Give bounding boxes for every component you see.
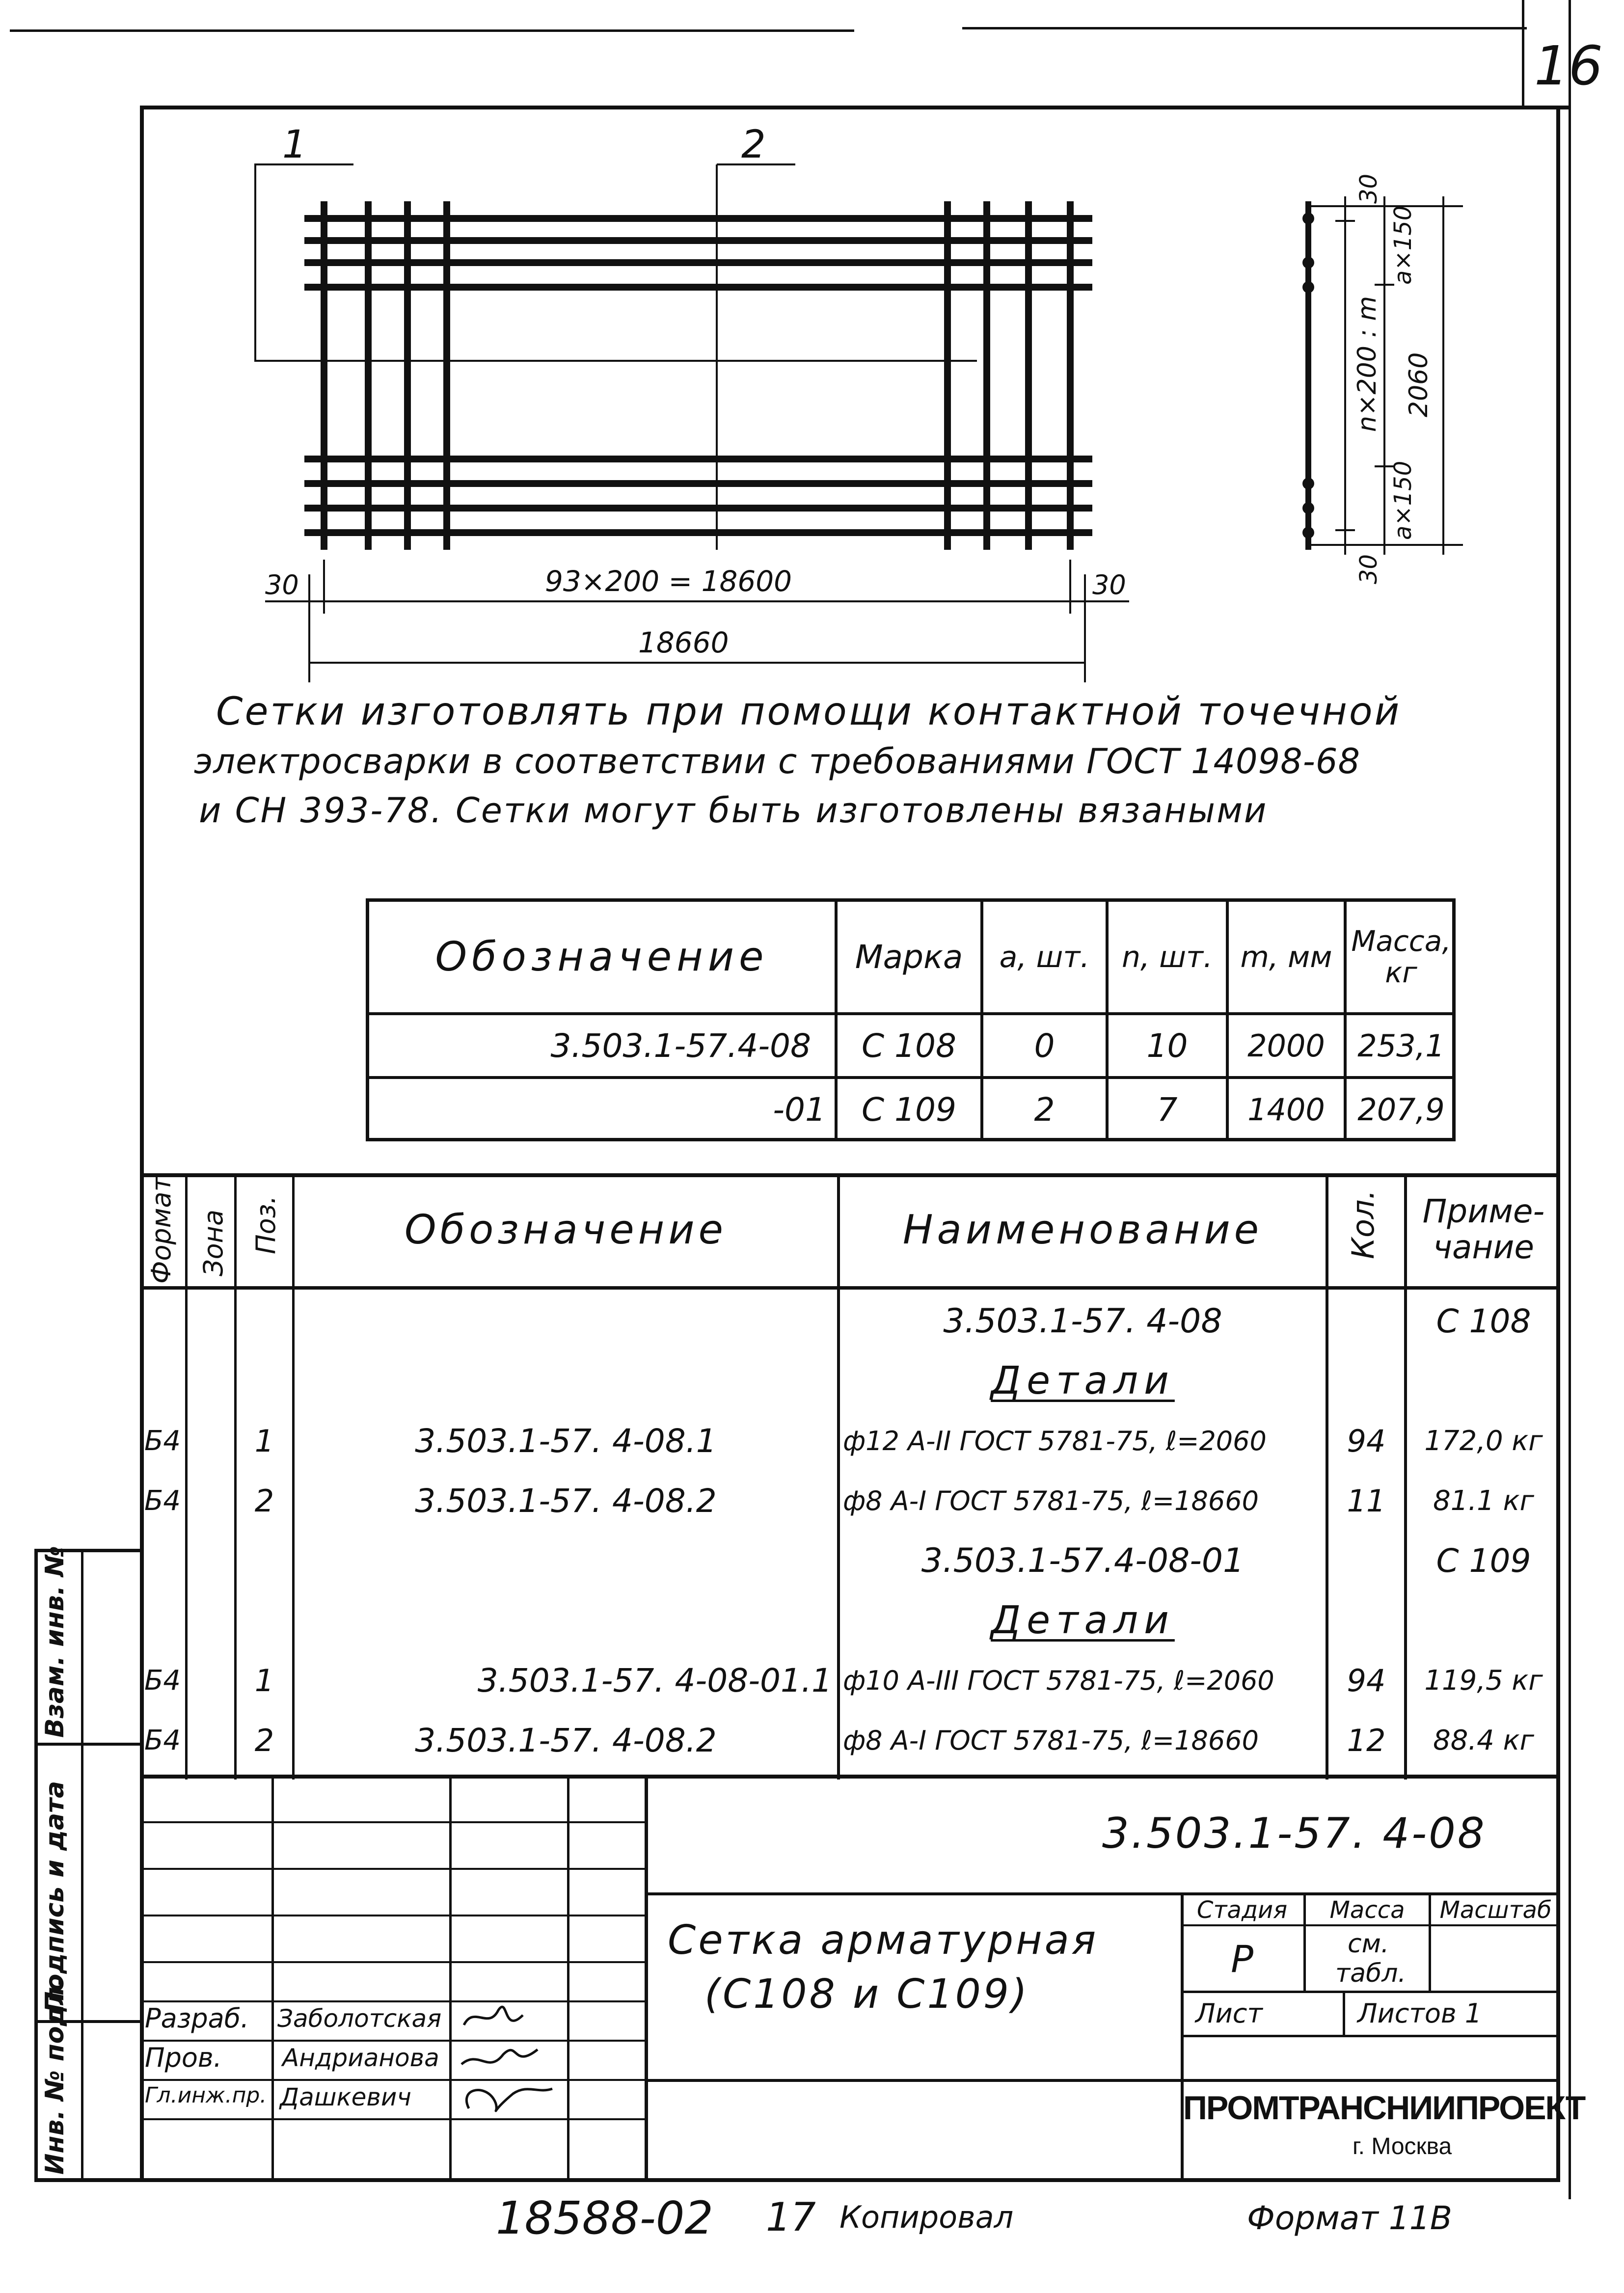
param-r2-mark: С 109 [861, 1090, 957, 1129]
dim-span: 93×200 = 18600 [545, 565, 792, 598]
param-r1-designation: 3.503.1-57.4-08 [550, 1026, 811, 1065]
side-stamp-replace-inv: Взам. инв. № [40, 1546, 70, 1738]
param-r2-n: 7 [1157, 1090, 1178, 1129]
spec-r7-note: 88.4 кг [1433, 1724, 1534, 1756]
tb-code: 3.503.1-57. 4-08 [1102, 1809, 1487, 1858]
tb-title-1: Сетка арматурная [668, 1917, 1099, 1964]
spec-header-pos: Поз. [250, 1195, 281, 1254]
dim-right-end: 30 [1092, 569, 1126, 600]
spec-r3-name: ф8 А-I ГОСТ 5781-75, ℓ=18660 [843, 1485, 1259, 1516]
spec-r3-designation: 3.503.1-57. 4-08.2 [415, 1482, 717, 1520]
spec-r3-note: 81.1 кг [1433, 1484, 1534, 1517]
tb-sheet-label: Лист [1195, 1998, 1263, 2029]
param-header-a: a, шт. [999, 940, 1090, 974]
param-header-designation: Обозначение [435, 934, 769, 980]
note-line-3: и СН 393-78. Сетки могут быть изготовлены вязаными [199, 790, 1268, 831]
tb-staff-name-2: Андрианова [282, 2044, 439, 2072]
spec-r0-note: С 108 [1436, 1302, 1531, 1340]
tb-staff-name-1: Заболотская [277, 2004, 442, 2033]
footer-copied: Копировал [839, 2199, 1014, 2235]
side-stamp-sign-date: Подпись и дата [40, 1780, 70, 2013]
spec-r6-pos: 1 [254, 1662, 274, 1699]
sheet-number: 16 [1534, 34, 1603, 97]
side-dim-top: 30 [1355, 173, 1382, 204]
spec-table [140, 1173, 1560, 1780]
spec-r7-qty: 12 [1347, 1722, 1386, 1758]
tb-staff-name-3: Дашкевич [280, 2083, 411, 2111]
param-r1-a: 0 [1034, 1026, 1055, 1065]
param-r1-m: 2000 [1247, 1027, 1325, 1064]
side-dim-n: n×200 : m [1353, 296, 1382, 432]
param-r1-mass: 253,1 [1357, 1027, 1445, 1064]
side-dim-total: 2060 [1404, 352, 1434, 417]
signatures [454, 1996, 650, 2143]
spec-r6-name: ф10 А-III ГОСТ 5781-75, ℓ=2060 [843, 1665, 1274, 1696]
footer-inventory: 18588-02 [496, 2192, 713, 2244]
spec-r6-designation: 3.503.1-57. 4-08-01.1 [477, 1661, 832, 1700]
tb-stage-label: Стадия [1196, 1896, 1288, 1924]
tb-staff-role-3: Гл.инж.пр. [145, 2083, 267, 2108]
side-dim-bottom: 30 [1355, 554, 1382, 584]
side-dim-a-top: a×150 [1389, 205, 1417, 285]
param-r2-designation: -01 [773, 1090, 826, 1129]
param-r2-a: 2 [1034, 1090, 1055, 1129]
param-r1-mark: С 108 [861, 1026, 957, 1065]
param-r1-n: 10 [1146, 1026, 1188, 1065]
longitudinal-bars [304, 218, 1092, 533]
spec-header-format: Формат [146, 1176, 177, 1284]
dim-left-end: 30 [265, 569, 299, 600]
param-header-mark: Марка [855, 938, 963, 976]
dim-total: 18660 [638, 626, 729, 659]
note-line-2: электросварки в соответствии с требованиями ГОСТ 14098-68 [194, 741, 1360, 782]
tb-title-2: (С108 и С109) [704, 1971, 1029, 2018]
spec-r2-name: ф12 А-II ГОСТ 5781-75, ℓ=2060 [843, 1425, 1267, 1457]
spec-header-zone: Зона [198, 1209, 229, 1276]
spec-r5-section: Детали [991, 1598, 1175, 1643]
param-table [366, 898, 1456, 1141]
spec-r7-designation: 3.503.1-57. 4-08.2 [415, 1721, 717, 1759]
spec-r2-qty: 94 [1347, 1423, 1386, 1459]
spec-r6-note: 119,5 кг [1424, 1664, 1543, 1697]
param-r2-m: 1400 [1247, 1091, 1325, 1128]
spec-r6-qty: 94 [1347, 1662, 1386, 1699]
tb-sheets-label: Листов 1 [1357, 1998, 1482, 2029]
tb-mass-value-2: табл. [1335, 1959, 1406, 1988]
tb-staff-role-1: Разраб. [145, 2003, 249, 2034]
spec-header-note: Приме-чание [1422, 1192, 1545, 1266]
spec-r0-name: 3.503.1-57. 4-08 [943, 1301, 1222, 1341]
callout-1: 1 [282, 123, 307, 167]
spec-r1-section: Детали [991, 1359, 1175, 1403]
tb-mass-value-1: см. [1348, 1929, 1389, 1959]
tb-city: г. Москва [1353, 2133, 1452, 2159]
tb-org: ПРОМТРАНСНИИПРОЕКТ [1183, 2089, 1585, 2127]
spec-header-designation: Обозначение [405, 1206, 727, 1253]
tb-stage-value: Р [1231, 1937, 1253, 1981]
callout-2: 2 [741, 123, 766, 167]
param-r2-mass: 207,9 [1357, 1091, 1445, 1128]
spec-r7-name: ф8 А-I ГОСТ 5781-75, ℓ=18660 [843, 1725, 1259, 1756]
tb-scale-label: Масштаб [1439, 1896, 1552, 1924]
param-header-m: m, мм [1240, 940, 1332, 974]
spec-r2-pos: 1 [254, 1423, 274, 1459]
spec-header-qty: Кол. [1345, 1189, 1381, 1259]
spec-header-name: Наименование [902, 1206, 1263, 1253]
param-header-mass: Масса, кг [1351, 924, 1451, 989]
spec-r4-note: С 109 [1436, 1541, 1531, 1580]
spec-r3-qty: 11 [1347, 1483, 1386, 1519]
param-header-n: n, шт. [1121, 940, 1213, 974]
side-dim-a-bottom: a×150 [1389, 460, 1417, 540]
footer-page: 17 [766, 2194, 816, 2240]
spec-r6-format: Б4 [144, 1664, 181, 1697]
spec-r2-designation: 3.503.1-57. 4-08.1 [415, 1422, 717, 1460]
spec-r4-name: 3.503.1-57.4-08-01 [921, 1541, 1245, 1580]
side-stamp-inv: Инв. № подл. [40, 1977, 70, 2175]
side-stamp [34, 1546, 140, 2182]
transverse-bars [324, 201, 1070, 550]
spec-r2-note: 172,0 кг [1424, 1425, 1543, 1457]
footer-format: Формат 11В [1247, 2199, 1453, 2237]
spec-r7-pos: 2 [254, 1722, 274, 1758]
spec-r3-format: Б4 [144, 1484, 181, 1517]
spec-r2-format: Б4 [144, 1425, 181, 1457]
spec-r7-format: Б4 [144, 1724, 181, 1756]
title-block [140, 1775, 1585, 2182]
spec-r3-pos: 2 [254, 1483, 274, 1519]
tb-mass-label: Масса [1329, 1896, 1405, 1924]
tb-staff-role-2: Пров. [145, 2042, 222, 2073]
note-line-1: Сетки изготовлять при помощи контактной точечной [216, 690, 1402, 734]
